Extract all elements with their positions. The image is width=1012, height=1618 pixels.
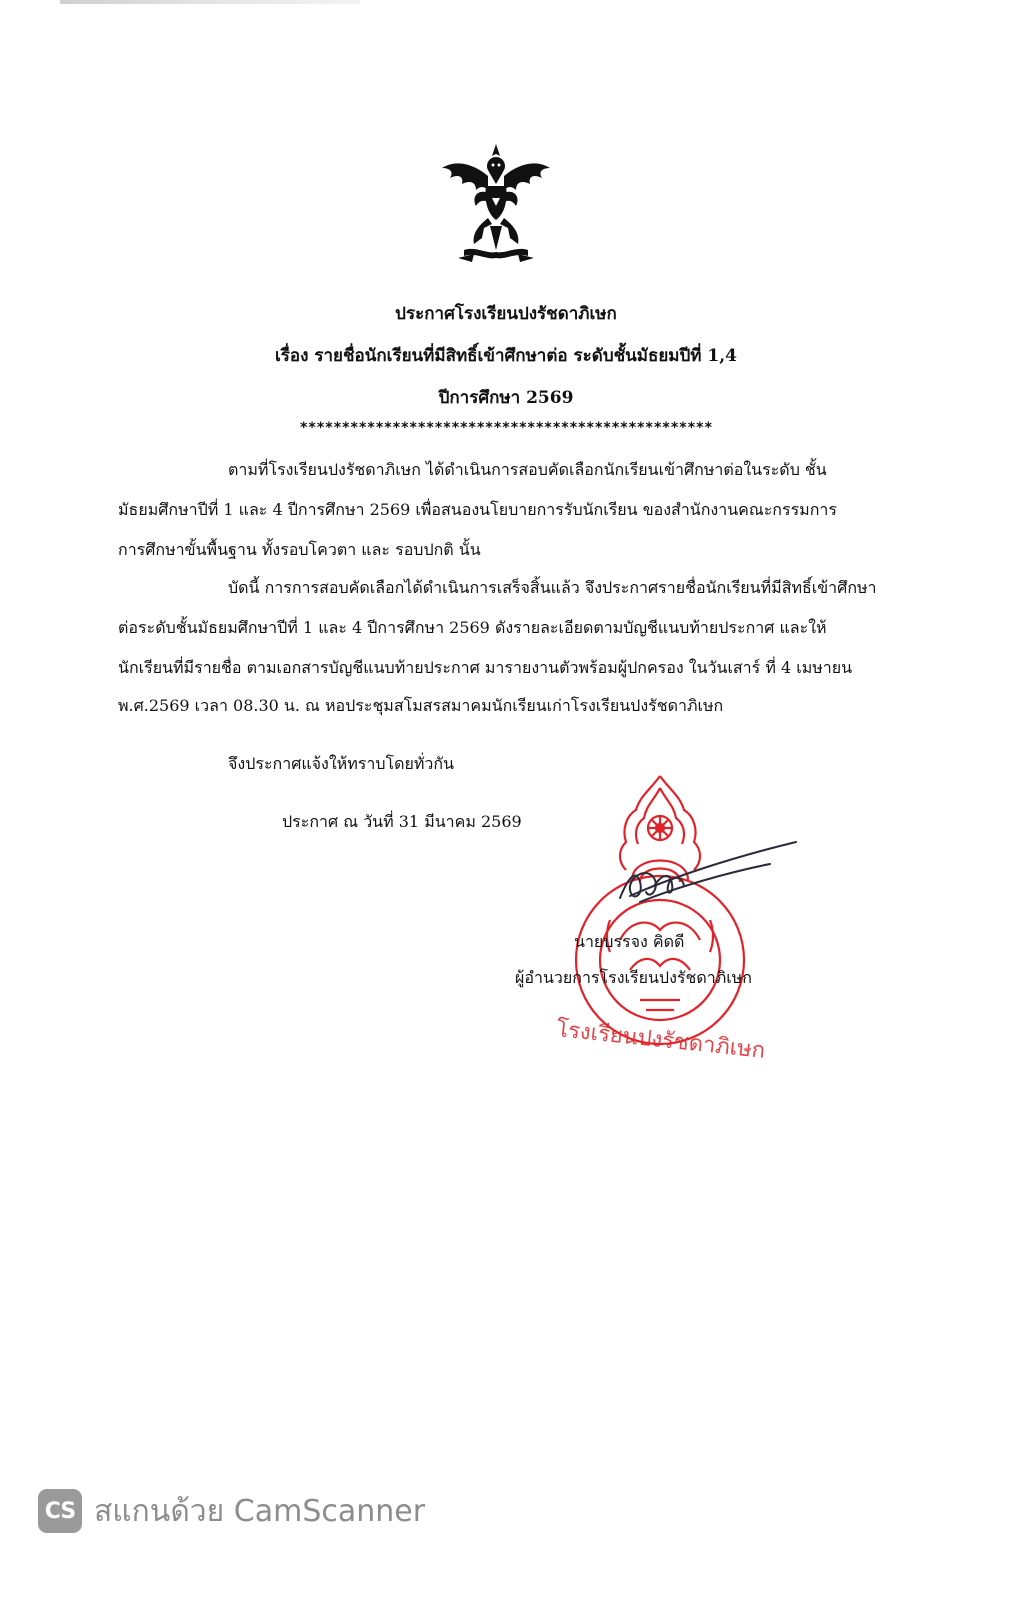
paragraph-2-line-3: นักเรียนที่มีรายชื่อ ตามเอกสารบัญชีแนบท้ายประกาศ มารายงานตัวพร้อมผู้ปกครอง ในวันเสาร์ ที่ 4 เมษายน: [118, 658, 853, 677]
garuda-emblem-icon: [436, 142, 556, 264]
paragraph-1-line-2: มัธยมศึกษาปีที่ 1 และ 4 ปีการศึกษา 2569 เพื่อสนองนโยบายการรับนักเรียน ของสำนักงานคณะกรรมการ: [118, 500, 837, 519]
paragraph-1-line-3: การศึกษาขั้นพื้นฐาน ทั้งรอบโควตา และ รอบปกติ นั้น: [118, 540, 481, 559]
camscanner-text: สแกนด้วย CamScanner: [94, 1493, 426, 1529]
closing-statement: จึงประกาศแจ้งให้ทราบโดยทั่วกัน: [228, 754, 455, 773]
handwritten-signature: [610, 838, 800, 918]
paragraph-2-line-1: บัดนี้ การการสอบคัดเลือกได้ดำเนินการเสร็จสิ้นแล้ว จึงประกาศรายชื่อนักเรียนที่มีสิทธิ์เข้าศึกษา: [228, 578, 877, 597]
scan-edge: [60, 0, 360, 4]
camscanner-logo-icon: CS: [38, 1489, 82, 1533]
seal-school-name: โรงเรียนปงรัชดาภิเษก: [555, 1017, 767, 1064]
announcement-date: ประกาศ ณ วันที่ 31 มีนาคม 2569: [282, 812, 522, 831]
signer-name: นายบรรจง คิดดี: [574, 932, 685, 951]
separator-line: *************************************************: [299, 420, 713, 436]
paragraph-1-line-1: ตามที่โรงเรียนปงรัชดาภิเษก ได้ดำเนินการสอบคัดเลือกนักเรียนเข้าศึกษาต่อในระดับ ชั้น: [228, 460, 827, 479]
signer-position: ผู้อำนวยการโรงเรียนปงรัชดาภิเษก: [515, 968, 752, 987]
paragraph-2-line-4: พ.ศ.2569 เวลา 08.30 น. ณ หอประชุมสโมสรสมาคมนักเรียนเก่าโรงเรียนปงรัชดาภิเษก: [118, 696, 724, 715]
paragraph-2-line-2: ต่อระดับชั้นมัธยมศึกษาปีที่ 1 และ 4 ปีการศึกษา 2569 ดังรายละเอียดตามบัญชีแนบท้ายประกาศ และให้: [118, 618, 827, 637]
announcement-subject: เรื่อง รายชื่อนักเรียนที่มีสิทธิ์เข้าศึกษาต่อ ระดับชั้นมัธยมปีที่ 1,4: [274, 346, 738, 366]
announcement-title: ประกาศโรงเรียนปงรัชดาภิเษก: [395, 304, 617, 324]
academic-year: ปีการศึกษา 2569: [438, 388, 574, 408]
camscanner-watermark: [38, 1486, 425, 1536]
